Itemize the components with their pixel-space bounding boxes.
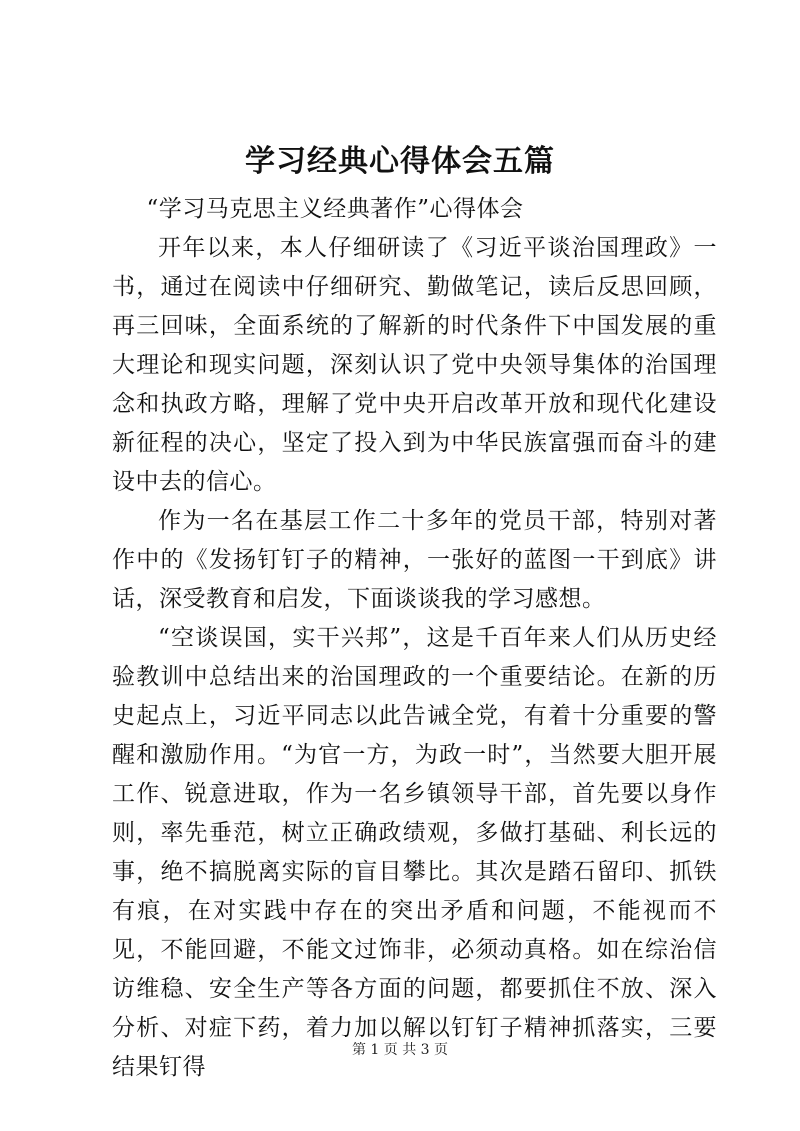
body-paragraph-2: 作为一名在基层工作二十多年的党员干部，特别对著作中的《发扬钉钉子的精神，一张好的蓝图一干到底》讲话，深受教育和启发，下面谈谈我的学习感想。 (112, 508, 717, 612)
page-number-footer: 第 1 页 共 3 页 (351, 1042, 449, 1058)
document-title: 学习经典心得体会五篇 (245, 144, 555, 179)
subtitle-paragraph: “学习马克思主义经典著作”心得体会 (146, 196, 524, 222)
body-paragraph-1: 开年以来，本人仔细研读了《习近平谈治国理政》一书，通过在阅读中仔细研究、勤做笔记，读后反思回顾，再三回味，全面系统的了解新的时代条件下中国发展的重大理论和现实问题，深刻认识了党中央领导集体的治国理念和执政方略，理解了党中央开启改革开放和现代化建设新征程的决心，坚定了投入到为中华民族富强而奋斗的建设中去的信心。 (112, 235, 717, 495)
document-body (112, 190, 717, 1087)
body-paragraph-3: “空谈误国，实干兴邦”，这是千百年来人们从历史经验教训中总结出来的治国理政的一个重要结论。在新的历史起点上，习近平同志以此告诫全党，有着十分重要的警醒和激励作用。“为官一方，为政一时”，当然要大胆开展工作、锐意进取，作为一名乡镇领导干部，首先要以身作则，率先垂范，树立正确政绩观，多做打基础、利长远的事，绝不搞脱离实际的盲目攀比。其次是踏石留印、抓铁有痕，在对实践中存在的突出矛盾和问题，不能视而不见，不能回避，不能文过饰非，必须动真格。如在综治信访维稳、安全生产等各方面的问题，都要抓住不放、深入分析、对症下药，着力加以解以钉钉子精神抓落实，三要结果钉得 (112, 625, 717, 1080)
